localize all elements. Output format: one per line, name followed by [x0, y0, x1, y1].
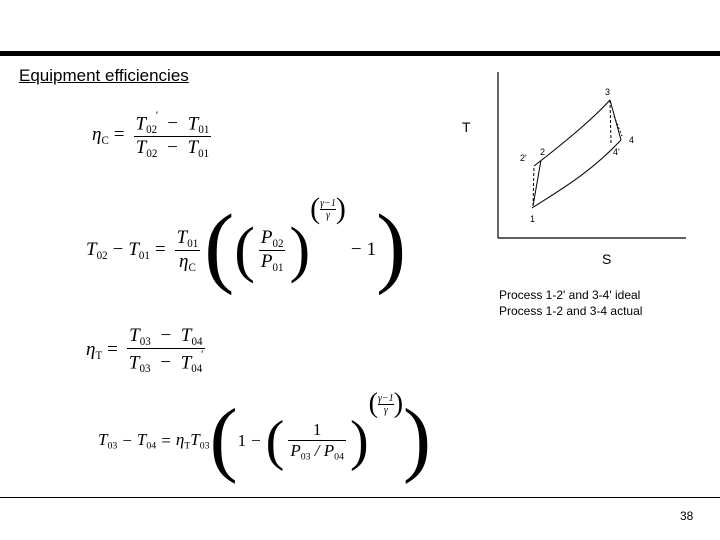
high-pressure-line	[534, 100, 610, 166]
low-pressure-line	[532, 140, 621, 208]
t-axis-label: T	[462, 119, 471, 135]
turbine-efficiency-equation: $\eta_T$ = $\frac{T_{03} - T_{04}}{T_{03} - T_{04}'}$	[86, 325, 203, 375]
caption-line-ideal: Process 1-2' and 3-4' ideal	[499, 288, 641, 302]
s-axis-label: S	[602, 251, 612, 267]
ts-diagram	[490, 68, 720, 248]
turbine-temperature-drop-equation: $T_{03}$ − $T_{04}$ = $\eta_T$ $T_{03}$ ( 1 − ( $\frac{1}{P_{03} / P_{04}}$ ) ( $\frac{\gamma-1}{\gamma}$ ) )	[98, 388, 431, 485]
caption-line-actual: Process 1-2 and 3-4 actual	[499, 304, 643, 318]
point-4-label: 4	[629, 135, 635, 145]
page-number: 38	[680, 509, 694, 523]
title-rule	[0, 51, 720, 56]
point-1-label: 1	[530, 214, 536, 224]
compressor-temperature-rise-equation: $T_{02}$ − $T_{01}$ = $\frac{T_{01}}{\eta_C}$ ( ( $\frac{P_{02}}{P_{01}}$ ) ( $\frac{\gamma-1}{\gamma}$ ) − 1 )	[86, 192, 407, 296]
point-4-prime-label: 4'	[613, 147, 620, 157]
point-2-label: 2	[540, 147, 546, 157]
footer-rule	[0, 497, 720, 498]
point-3-label: 3	[605, 87, 611, 97]
slide-heading: Equipment efficiencies	[19, 66, 189, 85]
process-caption	[499, 287, 642, 319]
point-2-prime-label: 2'	[520, 153, 527, 163]
actual-compression-line	[533, 160, 541, 206]
ideal-expansion-line	[610, 100, 611, 144]
compressor-efficiency-equation: $\eta_C$ = $\frac{T_{02}' - T_{01}}{T_{02} - T_{01}}$	[92, 110, 210, 160]
